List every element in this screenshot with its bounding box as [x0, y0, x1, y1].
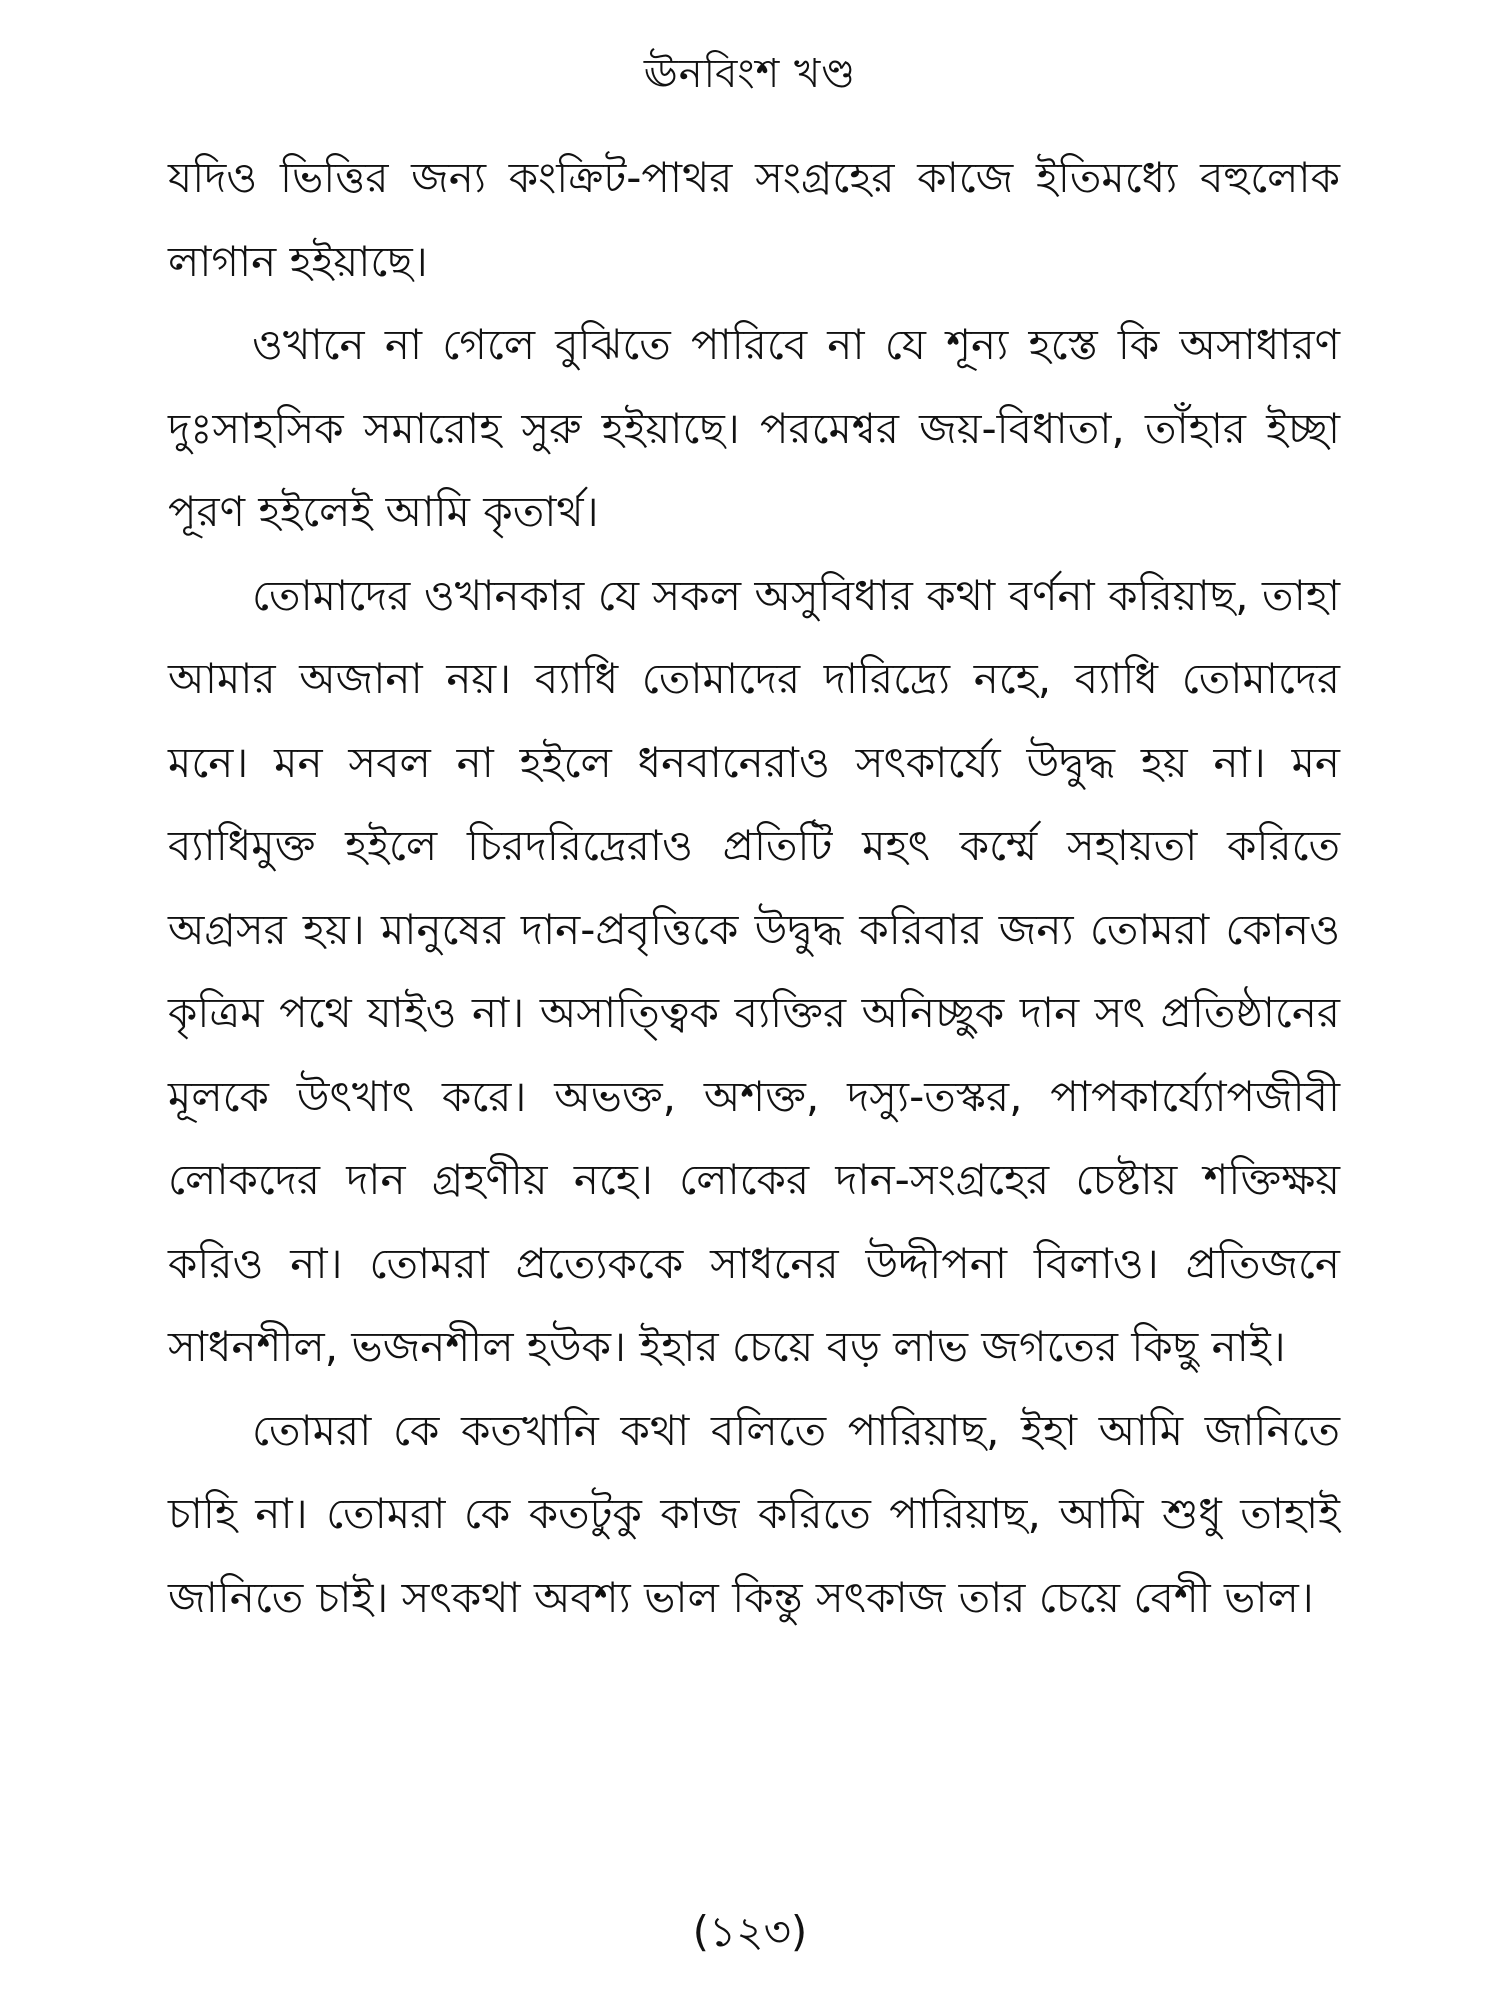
paragraph-2: ওখানে না গেলে বুঝিতে পারিবে না যে শূন্য হস্তে কি অসাধারণ দুঃসাহসিক সমারোহ সুরু হইয়াছে। পরমেশ্বর জয়-বিধাতা, তাঁহার ইচ্ছা পূরণ হইলেই আমি কৃতার্থ। — [168, 320, 1340, 536]
paragraph-3: তোমাদের ওখানকার যে সকল অসুবিধার কথা বর্ণনা করিয়াছ, তাহা আমার অজানা নয়। ব্যাধি তোমাদের দারিদ্র্যে নহে, ব্যাধি তোমাদের মনে। মন সবল না হইলে ধনবানেরাও সৎকার্য্যে উদ্বুদ্ধ হয় না। মন ব্যাধিমুক্ত হইলে চিরদরিদ্রেরাও প্রতিটি মহৎ কর্ম্মে সহায়তা করিতে অগ্রসর হয়। মানুষের দান-প্রবৃত্তিকে উদ্বুদ্ধ করিবার জন্য তোমরা কোনও কৃত্রিম পথে যাইও না। অসাত্ত্বিক ব্যক্তির অনিচ্ছুক দান সৎ প্রতিষ্ঠানের মূলকে উৎখাৎ করে। অভক্ত, অশক্ত, দস্যু-তস্কর, পাপকার্য্যোপজীবী লোকদের দান গ্রহণীয় নহে। লোকের দান-সংগ্রহের চেষ্টায় শক্তিক্ষয় করিও না। তোমরা প্রত্যেককে সাধনের উদ্দীপনা বিলাও। প্রতিজনে সাধনশীল, ভজনশীল হউক। ইহার চেয়ে বড় লাভ জগতের কিছু নাই। — [168, 570, 1340, 1371]
page-number: (১২৩) — [692, 1907, 808, 1956]
paragraph-1: যদিও ভিত্তির জন্য কংক্রিট-পাথর সংগ্রহের কাজে ইতিমধ্যে বহুলোক লাগান হইয়াছে। — [168, 153, 1340, 286]
body-text — [168, 136, 1340, 1639]
running-header: ঊনবিংশ খণ্ড — [643, 51, 857, 97]
paragraph-4: তোমরা কে কতখানি কথা বলিতে পারিয়াছ, ইহা আমি জানিতে চাহি না। তোমরা কে কতটুকু কাজ করিতে পারিয়াছ, আমি শুধু তাহাই জানিতে চাই। সৎকথা অবশ্য ভাল কিন্তু সৎকাজ তার চেয়ে বেশী ভাল। — [168, 1405, 1340, 1622]
